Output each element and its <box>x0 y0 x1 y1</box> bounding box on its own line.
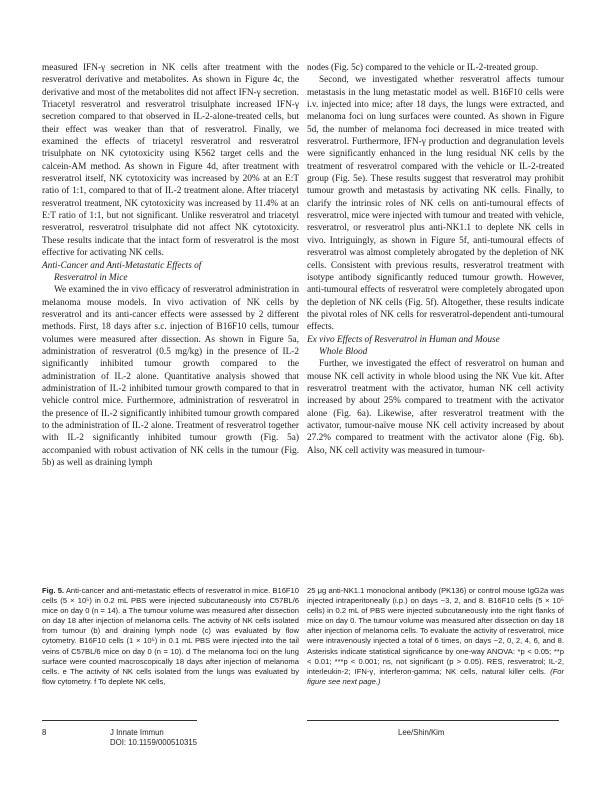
figure-caption-right <box>307 586 564 687</box>
section-heading-line: Whole Blood <box>319 346 368 357</box>
body-paragraph: measured IFN-γ secretion in NK cells after treatment with the resveratrol derivative and metabolites. As shown in Figure 4c, the derivative and most of the metabolites did not affect IFN-γ secretion. Triacetyl resveratrol and resveratrol trisulphate increased IFN-γ secretion compared to that observed in IL-2-alone-treated cells, but their effect was weaker than that of resveratrol. Finally, we examined the effects of triacetyl resveratrol and resveratrol trisulphate on NK cytotoxicity using K562 target cells and the calcein-AM method. As shown in Figure 4d, after treatment with resveratrol itself, NK cytotoxicity was increased by 20% at an E:T ratio of 1:1, compared to that of IL-2 treatment alone. After triacetyl resveratrol treatment, NK cytotoxicity was increased by 11.4% at an E:T ratio of 1:1, but not significant. Unlike resveratrol and triacetyl resveratrol, resveratrol trisulphate did not affect NK cytotoxicity. These results indicate that the intact form of resveratrol is the most effective for activating NK cells. <box>42 63 299 259</box>
caption-text: 25 μg anti-NK1.1 monoclonal antibody (PK136) or control mouse IgG2a was injected intraperitoneally (i.p.) on days −3, 2, and 8. B16F10 cells (5 × 10⁵ cells) in 0.2 mL of PBS were injected subcutaneously into the right flanks of mice on day 0. The tumour volume was measured after dissection on day 18 after injection of melanoma cells. To evaluate the activity of resveratrol, mice were intravenously injected a total of 6 times, on days −2, 0, 2, 4, 6, and 8. Asterisks indicate statistical significance by one-way ANOVA: *p < 0.05; **p < 0.01; ***p < 0.001; ns, not significant (p > 0.05). RES, resveratrol; IL-2, interleukin-2; IFN-γ, interferon-gamma; NK cells, natural killer cells. <box>307 586 564 676</box>
body-paragraph: Second, we investigated whether resveratrol affects tumour metastasis in the lung metastatic model as well. B16F10 cells were i.v. injected into mice; after 18 days, the lungs were extracted, and melanoma foci on lung surfaces were counted. As shown in Figure 5d, the number of melanoma foci decreased in mice treated with resveratrol. Furthermore, IFN-γ production and degranulation levels were significantly enhanced in the lung residual NK cells by the treatment of resveratrol compared with the vehicle or IL-2-treated group (Fig. 5e). These results suggest that resveratrol may prohibit tumour growth and metastasis by activating NK cells. Finally, to clarify the intrinsic roles of NK cells on anti-tumoural effects of resveratrol, mice were injected with tumour and treated with vehicle, resveratrol, or resveratrol plus anti-NK1.1 to deplete NK cells in vivo. Intriguingly, as shown in Figure 5f, anti-tumoural effects of resveratrol was almost completely abrogated by the depletion of NK cells. Consistent with previous results, resveratrol treatment with isotype antibody significantly reduced tumour growth. However, anti-tumoural effects of resveratrol were completely abrogated upon the depletion of NK cells (Fig. 5f). Altogether, these results indicate the pivotal roles of NK cells for resveratrol-dependent anti-tumoural effects. <box>307 75 564 333</box>
body-paragraph: Further, we investigated the effect of resveratrol on human and mouse NK cell activity in whole blood using the NK Vue kit. After resveratrol treatment with the activator, human NK cell activity increased by about 25% compared to treatment with the activator alone (Fig. 6a). Likewise, after resveratrol treatment with the activator, tumour-naïve mouse NK cell activity increased by about 27.2% compared to treatment with the activator alone (Fig. 6b). Also, NK cell activity was measured in tumour- <box>307 359 564 456</box>
caption-text: Anti-cancer and anti-metastatic effects of resveratrol in mice. B16F10 cells (5 × 10⁵) in 0.2 mL PBS were injected subcutaneously into C57BL/6 mice on day 0 (n = 14). a The tumour volume was measured after dissection on day 18 after injection of melanoma cells. The activity of NK cells isolated from tumour (b) and draining lymph node (c) was evaluated by flow cytometry. B16F10 cells (1 × 10⁵) in 0.1 mL PBS were injected into the tail veins of C57BL/6 mice on day 0 (n = 10). d The melanoma foci on the lung surface were counted macroscopically 18 days after injection of melanoma cells. e The activity of NK cells isolated from the lungs was evaluated by flow cytometry. f To deplete NK cells, <box>42 586 299 686</box>
page-number: 8 <box>42 728 47 737</box>
section-heading-line: Anti-Cancer and Anti-Metastatic Effects of <box>42 260 202 271</box>
running-authors: Lee/Shin/Kim <box>398 728 445 737</box>
journal-name: J Innate Immun <box>110 728 164 737</box>
see-next-page-note: (For figure see next page.) <box>307 666 564 686</box>
body-paragraph: nodes (Fig. 5c) compared to the vehicle or IL-2-treated group. <box>307 63 539 73</box>
right-column <box>307 62 564 457</box>
figure-caption-left <box>42 586 299 687</box>
body-paragraph: We examined the in vivo efficacy of resveratrol administration in melanoma mouse models. In vivo activation of NK cells by resveratrol and its anti-cancer effects were assessed by 2 different methods. First, 18 days after s.c. injection of B16F10 cells, tumour volumes were measured after dissection. As shown in Figure 5a, administration of resveratrol (0.5 mg/kg) in the presence of IL-2 significantly inhibited tumour growth compared to the administration of IL-2 alone. Quantitative analysis showed that administration of IL-2 inhibited tumour growth compared to that in vehicle control mice. Furthermore, administration of resveratrol in the presence of IL-2 significantly inhibited tumour growth compared to the administration of IL-2 alone. Treatment of resveratrol together with IL-2 significantly inhibited tumour growth (Fig. 5a) accompanied with robust activation of NK cells in the tumour (Fig. 5b) as well as draining lymph <box>42 285 299 468</box>
caption-label: Fig. 5. <box>42 586 65 595</box>
footer-rule-left <box>42 720 197 721</box>
doi: DOI: 10.1159/000510315 <box>110 738 197 747</box>
footer-rule-right <box>307 720 559 721</box>
section-heading-line: Ex vivo Effects of Resveratrol in Human and Mouse <box>307 334 500 345</box>
journal-info <box>110 728 197 748</box>
left-column <box>42 62 299 469</box>
section-heading-line: Resveratrol in Mice <box>54 272 128 283</box>
